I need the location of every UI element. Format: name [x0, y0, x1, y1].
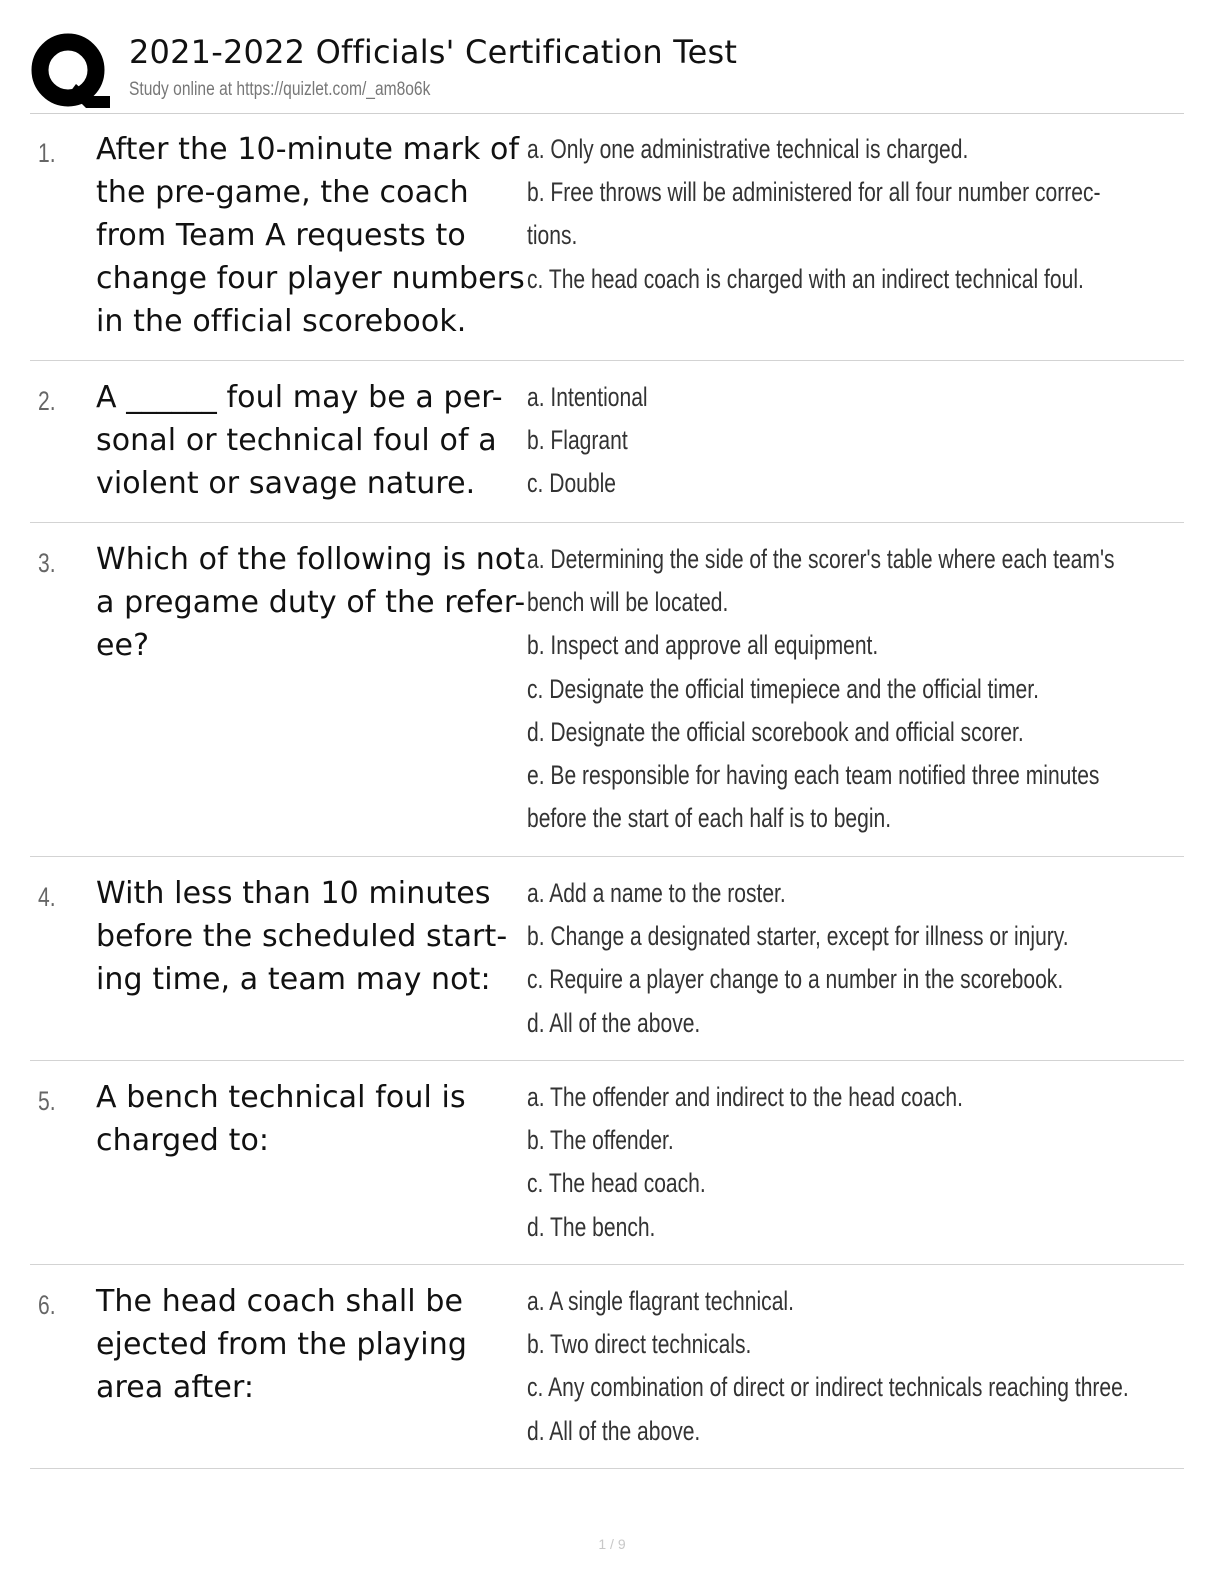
- card-number: 4.: [38, 882, 56, 912]
- card-answers: [527, 1280, 1224, 1453]
- answer-option: a. Add a name to the roster.: [527, 878, 786, 908]
- answer-option: c. The head coach is charged with an indirect technical foul.: [527, 263, 1084, 294]
- flashcard-6: [30, 1266, 1184, 1469]
- answer-option: a. Only one administrative technical is charged.: [527, 134, 969, 164]
- card-question: Which of the following is not a pregame duty of the refer-ee?: [96, 542, 526, 663]
- card-answers: [527, 538, 1224, 840]
- answer-option: b. The offender.: [527, 1125, 674, 1156]
- card-question: After the 10-minute mark of the pre-game, the coach from Team A requests to change four player numbers in the official scorebook.: [96, 132, 525, 339]
- page-header: [30, 28, 1190, 112]
- quizlet-q-logo-icon: [30, 32, 112, 114]
- card-answers: [527, 128, 1224, 301]
- answer-option: b. Inspect and approve all equipment.: [527, 630, 879, 661]
- card-number: 6.: [38, 1290, 56, 1320]
- answer-option: d. All of the above.: [527, 1007, 701, 1038]
- answer-option: b. Change a designated starter, except for illness or injury.: [527, 921, 1069, 952]
- card-number: 1.: [38, 138, 56, 168]
- card-question: A bench technical foul is charged to:: [96, 1080, 466, 1158]
- answer-option: a. The offender and indirect to the head coach.: [527, 1082, 963, 1112]
- card-question: A ______ foul may be a per-sonal or technical foul of a violent or savage nature.: [96, 380, 503, 501]
- answer-option: b. Flagrant: [527, 425, 628, 456]
- answer-option: a. Intentional: [527, 382, 648, 412]
- card-answers: [527, 376, 1224, 506]
- flashcard-1: [30, 114, 1184, 361]
- card-question: The head coach shall be ejected from the playing area after:: [96, 1284, 467, 1405]
- flashcard-5: [30, 1062, 1184, 1265]
- page-number: 1 / 9: [598, 1536, 626, 1552]
- document-title: 2021-2022 Officials' Certification Test: [129, 33, 738, 71]
- answer-option: c. Double: [527, 468, 616, 499]
- card-question: With less than 10 minutes before the scheduled start-ing time, a team may not:: [96, 876, 508, 997]
- answer-option: b. Two direct technicals.: [527, 1329, 752, 1360]
- card-number: 2.: [38, 386, 56, 416]
- answer-option: d. All of the above.: [527, 1415, 701, 1446]
- card-number: 5.: [38, 1086, 56, 1116]
- answer-option: e. Be responsible for having each team notified three minutes before the start of each half is to begin.: [527, 760, 1100, 834]
- answer-option: a. Determining the side of the scorer's table where each team's bench will be located.: [527, 544, 1115, 618]
- answer-option: a. A single flagrant technical.: [527, 1286, 794, 1316]
- answer-option: c. Any combination of direct or indirect technicals reaching three.: [527, 1372, 1129, 1403]
- flashcard-4: [30, 858, 1184, 1061]
- answer-option: c. Designate the official timepiece and the official timer.: [527, 673, 1039, 704]
- answer-option: d. The bench.: [527, 1211, 656, 1242]
- card-answers: [527, 872, 1224, 1045]
- card-number: 3.: [38, 548, 56, 578]
- answer-option: d. Designate the official scorebook and official scorer.: [527, 716, 1024, 747]
- answer-option: c. The head coach.: [527, 1168, 706, 1199]
- flashcard-3: [30, 524, 1184, 857]
- card-answers: [527, 1076, 1224, 1249]
- flashcard-2: [30, 362, 1184, 523]
- answer-option: b. Free throws will be administered for all four number correc- tions.: [527, 177, 1101, 251]
- study-online-link[interactable]: Study online at https://quizlet.com/_am8o6k: [129, 79, 431, 100]
- answer-option: c. Require a player change to a number in the scorebook.: [527, 964, 1064, 995]
